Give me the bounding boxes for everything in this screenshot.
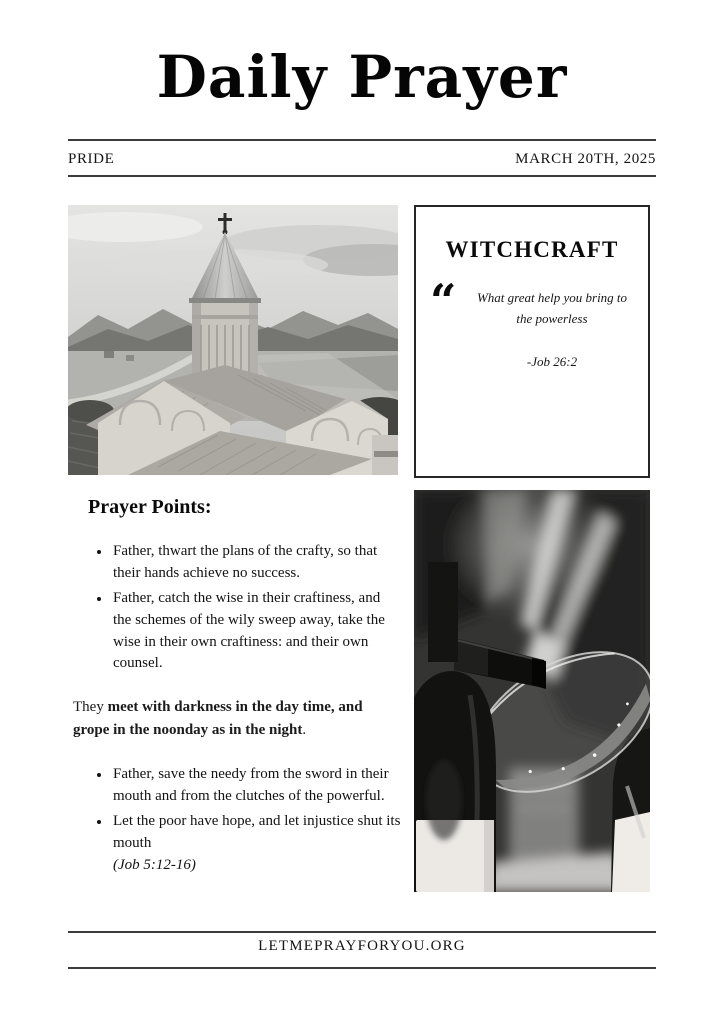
prayer-points-heading: Prayer Points: xyxy=(88,496,212,518)
quote-icon: “ xyxy=(430,274,457,328)
interlude-verse xyxy=(73,696,399,741)
prayer-points-section xyxy=(68,496,402,880)
bullet-text: Let the poor have hope, and let injustice shut its mouth xyxy=(113,813,401,852)
quote-block xyxy=(430,274,634,370)
list-item: Father, catch the wise in their craftiness, and the schemes of the wily sweep away, take the wise in their own craftiness: and their own counsel. xyxy=(68,588,402,676)
page-title: Daily Prayer xyxy=(156,43,568,111)
feature-box xyxy=(414,205,650,478)
interlude-suffix: . xyxy=(302,721,307,738)
list-item xyxy=(68,764,402,808)
date-label: MARCH 20TH, 2025 xyxy=(515,150,656,167)
meta-row xyxy=(68,146,656,172)
divider-meta xyxy=(68,175,656,177)
interlude-prefix: They xyxy=(73,699,108,716)
quote-text: What great help you bring to the powerless xyxy=(476,290,628,327)
prayer-points-list-bottom xyxy=(68,764,402,876)
divider-top xyxy=(68,139,656,141)
bullet-text: Father, save the needy from the sword in their mouth and from the clutches of the powerful. xyxy=(113,766,389,805)
divider-footer-top xyxy=(68,931,656,933)
interlude-bold: meet with darkness in the day time, and grope in the noonday as in the night xyxy=(73,699,363,738)
bullet-citation: (Job 5:12-16) xyxy=(113,856,196,873)
wine-pour-photo xyxy=(414,490,650,892)
church-cathedral-photo xyxy=(68,205,398,475)
quote-citation: -Job 26:2 xyxy=(526,353,578,369)
list-item xyxy=(68,811,402,877)
feature-title: WITCHCRAFT xyxy=(445,237,619,262)
footer-url: LETMEPRAYFORYOU.ORG xyxy=(258,938,466,954)
list-item: Father, thwart the plans of the crafty, so that their hands achieve no success. xyxy=(68,541,402,585)
category-label: PRIDE xyxy=(68,150,115,167)
prayer-points-list-top xyxy=(68,541,402,675)
divider-footer-bottom xyxy=(68,967,656,969)
